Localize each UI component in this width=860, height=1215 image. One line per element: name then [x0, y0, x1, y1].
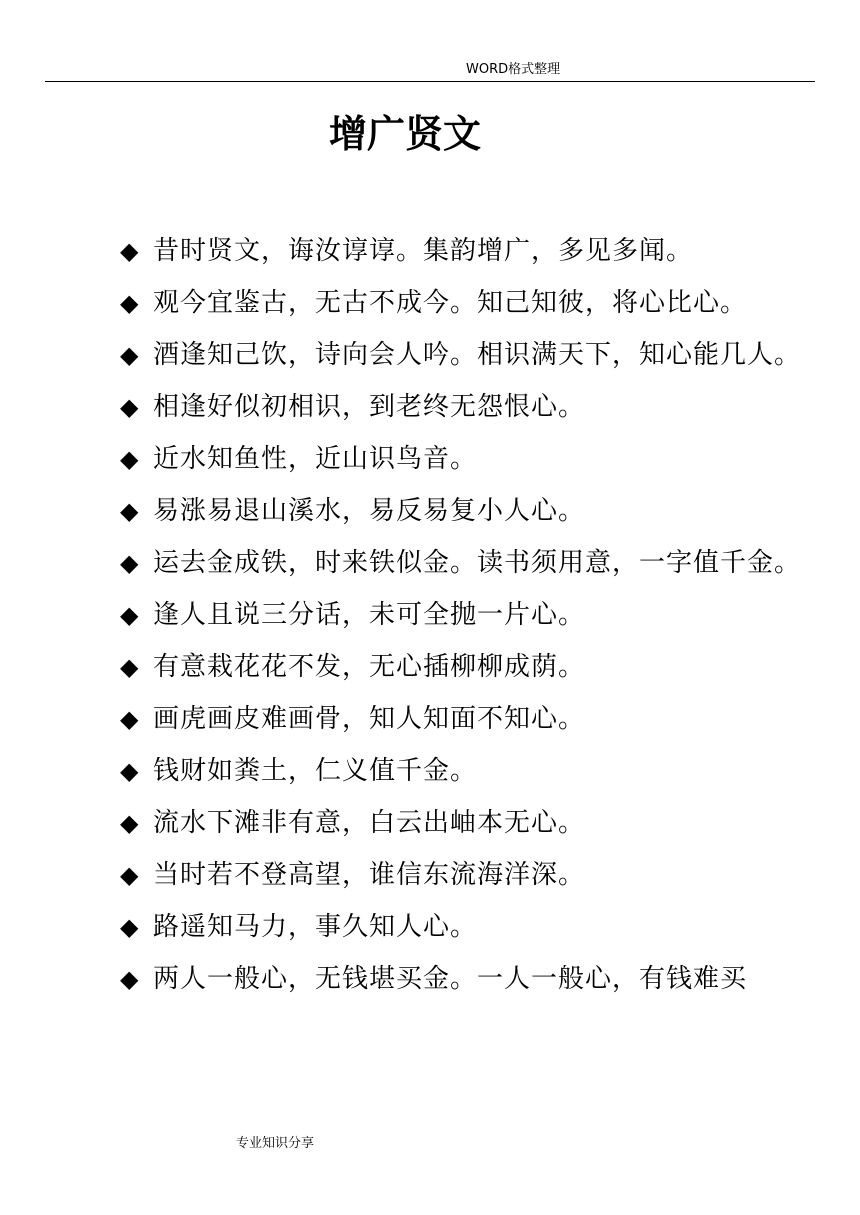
diamond-bullet-icon: ◆	[120, 445, 140, 473]
verse-text: 流水下滩非有意，白云出岫本无心。	[153, 808, 586, 838]
verse-line	[120, 589, 820, 641]
verse-line	[120, 901, 820, 953]
verse-line	[120, 381, 820, 433]
verse-line	[120, 745, 820, 797]
verse-line	[120, 849, 820, 901]
verse-line	[120, 485, 820, 537]
verse-text: 昔时贤文，诲汝谆谆。集韵增广，多见多闻。	[153, 236, 694, 266]
page-header-text: WORD格式整理	[466, 62, 561, 77]
page-footer-text: 专业知识分享	[236, 1136, 315, 1151]
verse-line	[120, 537, 820, 589]
verse-line	[120, 797, 820, 849]
verse-text: 近水知鱼性，近山识鸟音。	[153, 444, 478, 474]
verse-text: 两人一般心，无钱堪买金。一人一般心，有钱难买	[153, 964, 748, 994]
diamond-bullet-icon: ◆	[120, 497, 140, 525]
verse-text: 观今宜鉴古，无古不成今。知己知彼，将心比心。	[153, 288, 748, 318]
diamond-bullet-icon: ◆	[120, 757, 140, 785]
diamond-bullet-icon: ◆	[120, 861, 140, 889]
verse-text: 当时若不登高望，谁信东流海洋深。	[153, 860, 586, 890]
verse-line	[120, 329, 820, 381]
diamond-bullet-icon: ◆	[120, 653, 140, 681]
diamond-bullet-icon: ◆	[120, 965, 140, 993]
verse-line	[120, 225, 820, 277]
diamond-bullet-icon: ◆	[120, 341, 140, 369]
verse-text: 有意栽花花不发，无心插柳柳成荫。	[153, 652, 586, 682]
verse-text: 相逢好似初相识，到老终无怨恨心。	[153, 392, 586, 422]
verse-line	[120, 953, 820, 1005]
verse-line	[120, 693, 820, 745]
verse-line	[120, 641, 820, 693]
diamond-bullet-icon: ◆	[120, 809, 140, 837]
verse-text: 运去金成铁，时来铁似金。读书须用意，一字值千金。	[153, 548, 802, 578]
verse-text: 路遥知马力，事久知人心。	[153, 912, 478, 942]
header-divider	[45, 81, 815, 82]
diamond-bullet-icon: ◆	[120, 237, 140, 265]
diamond-bullet-icon: ◆	[120, 601, 140, 629]
verse-text: 逢人且说三分话，未可全抛一片心。	[153, 600, 586, 630]
diamond-bullet-icon: ◆	[120, 393, 140, 421]
verse-line	[120, 433, 820, 485]
diamond-bullet-icon: ◆	[120, 913, 140, 941]
verse-line	[120, 277, 820, 329]
verse-list	[120, 225, 820, 1005]
verse-text: 酒逢知己饮，诗向会人吟。相识满天下，知心能几人。	[153, 340, 802, 370]
document-title: 增广贤文	[328, 112, 481, 156]
verse-text: 画虎画皮难画骨，知人知面不知心。	[153, 704, 586, 734]
verse-text: 钱财如粪土，仁义值千金。	[153, 756, 478, 786]
diamond-bullet-icon: ◆	[120, 549, 140, 577]
diamond-bullet-icon: ◆	[120, 705, 140, 733]
verse-text: 易涨易退山溪水，易反易复小人心。	[153, 496, 586, 526]
diamond-bullet-icon: ◆	[120, 289, 140, 317]
